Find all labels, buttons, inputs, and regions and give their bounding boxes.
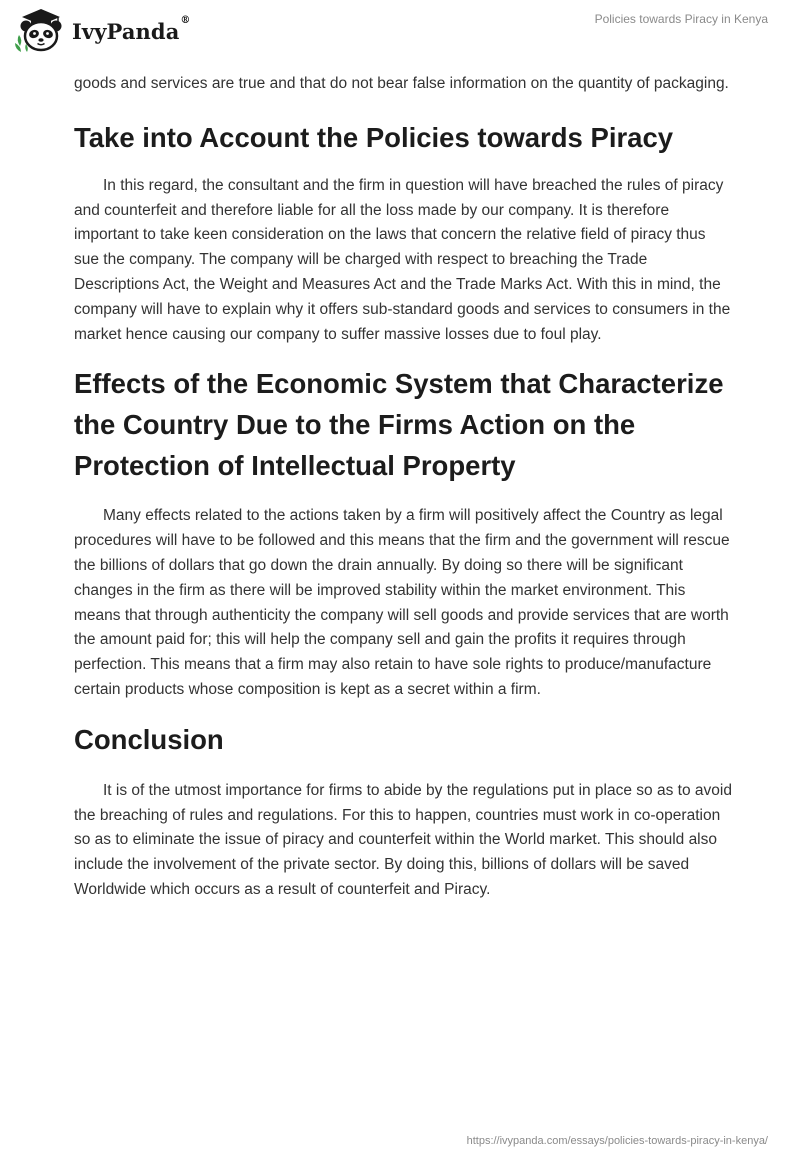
page-header (0, 0, 800, 66)
ivypanda-logo[interactable] (14, 8, 191, 54)
section-heading-effects: Effects of the Economic System that Characterize the Country Due to the Firms Action on the Protection of Intellectual Property (74, 368, 724, 482)
intro-paragraph: goods and services are true and that do not bear false information on the quantity of packaging. (74, 75, 729, 92)
panda-graduate-icon (14, 8, 68, 54)
section-paragraph-conclusion: It is of the utmost importance for firms to abide by the regulations put in place so as to avoid the breaching of rules and regulations. For this to happen, countries must work in co-operation so as to eliminate the issue of piracy and counterfeit within the World market. This should also include the involvement of the private sector. By doing this, billions of dollars will be saved Worldwide which occurs as a result of counterfeit and Piracy. (74, 781, 732, 898)
document-title: Policies towards Piracy in Kenya (594, 12, 768, 26)
section-heading-conclusion: Conclusion (74, 723, 224, 755)
brand-name: IvyPanda® (72, 14, 191, 44)
section-paragraph-effects: Many effects related to the actions taken by a firm will positively affect the Country as legal procedures will have to be followed and this means that the firm and the government will rescue the billions of dollars that go down the drain annually. By doing so there will be significant changes in the firm as there will be improved stability within the market environment. This means that through authenticity the company will sell goods and provide services that are worth the amount paid for; this will help the company sell and gain the profits it requires through perfection. This means that a firm may also retain to have sole rights to produce/manufacture certain products whose composition is kept as a secret within a firm. (74, 507, 730, 698)
registered-mark: ® (180, 14, 191, 26)
essay-body (74, 72, 734, 903)
source-url-link[interactable]: https://ivypanda.com/essays/policies-towards-piracy-in-kenya/ (466, 1135, 768, 1147)
section-paragraph-policies: In this regard, the consultant and the firm in question will have breached the rules of piracy and counterfeit and therefore liable for all the loss made by our company. It is therefore important to take keen consideration on the laws that concern the relative field of piracy thus sue the company. The company will be charged with respect to breaching the Trade Descriptions Act, the Weight and Measures Act and the Trade Marks Act. With this in mind, the company will have to explain why it offers sub-standard goods and services to consumers in the market hence causing our company to suffer massive losses due to foul play. (74, 176, 731, 343)
section-heading-policies: Take into Account the Policies towards Piracy (74, 121, 674, 153)
